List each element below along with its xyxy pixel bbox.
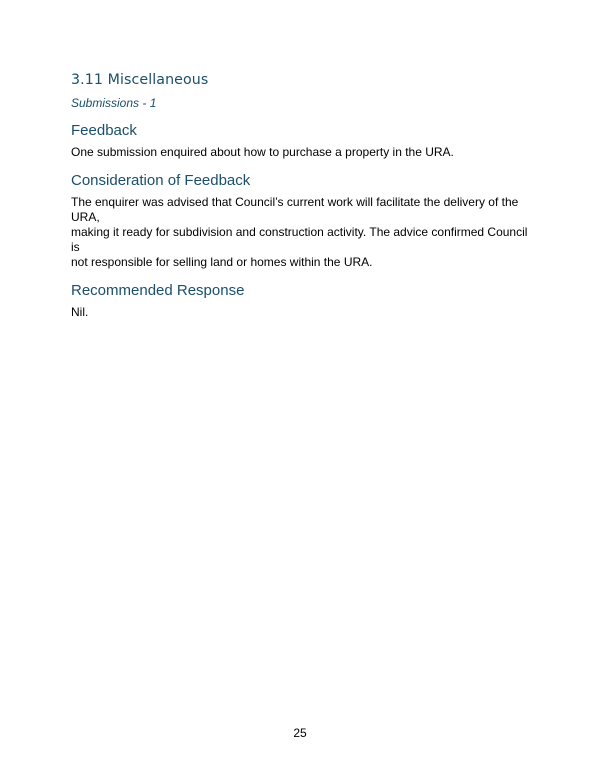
submissions-count: Submissions - 1 (71, 96, 157, 110)
section-title: 3.11 Miscellaneous (71, 72, 209, 88)
consideration-line: making it ready for subdivision and construction activity. The advice confirmed Council is (71, 225, 528, 254)
consideration-heading: Consideration of Feedback (71, 172, 251, 189)
recommended-response-text: Nil. (71, 305, 89, 319)
consideration-line: not responsible for selling land or homes within the URA. (71, 255, 373, 269)
page-number: 25 (293, 726, 307, 740)
consideration-line: The enquirer was advised that Council’s current work will facilitate the delivery of the URA, (71, 195, 519, 224)
recommended-response-heading: Recommended Response (71, 282, 245, 299)
consideration-text (71, 195, 533, 270)
page-content (71, 71, 533, 332)
feedback-text: One submission enquired about how to purchase a property in the URA. (71, 145, 454, 159)
feedback-heading: Feedback (71, 122, 137, 139)
